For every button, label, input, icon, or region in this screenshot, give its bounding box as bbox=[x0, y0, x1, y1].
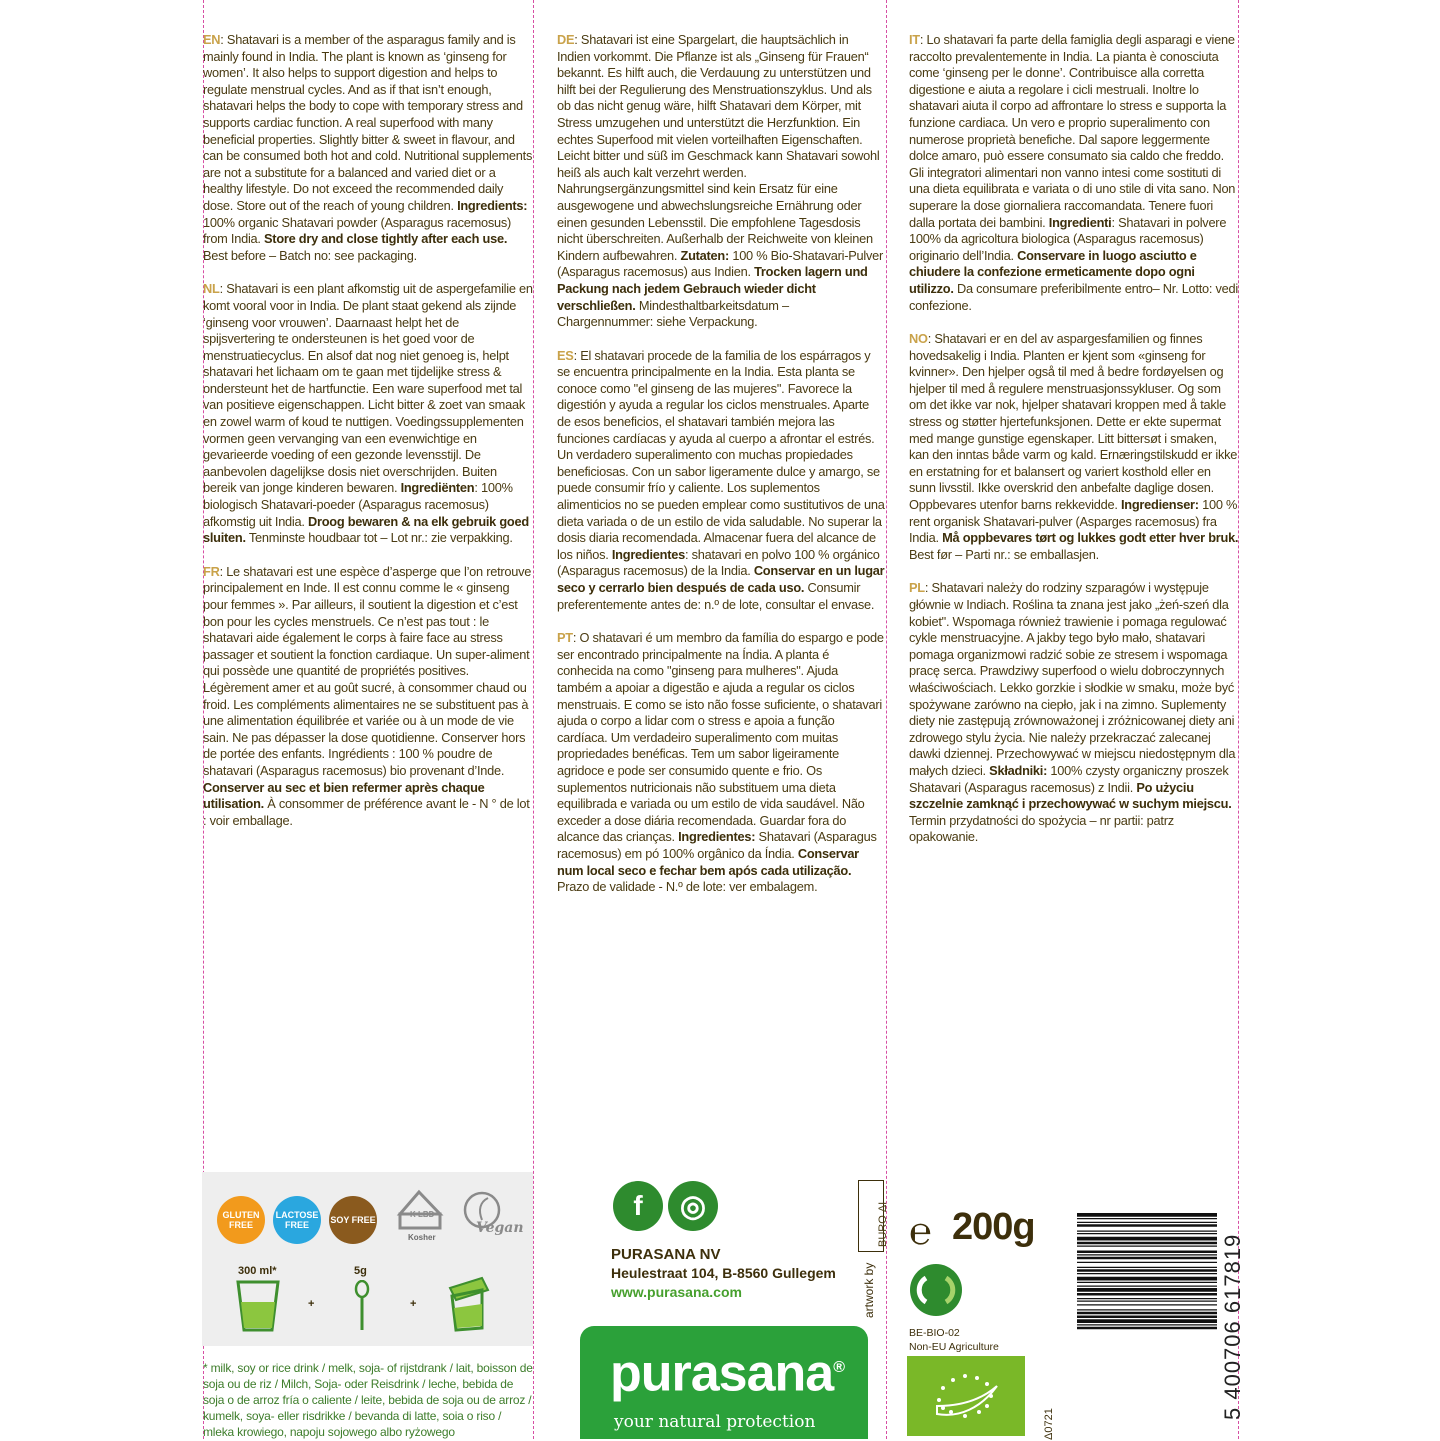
brand-tagline: your natural protection bbox=[614, 1412, 816, 1432]
bold-text: Zutaten: bbox=[680, 247, 730, 263]
liquid-amount: 300 ml* bbox=[238, 1265, 277, 1277]
brand-logo-block bbox=[580, 1326, 868, 1439]
barcode-bar bbox=[1077, 1213, 1217, 1217]
barcode-bar bbox=[1077, 1277, 1217, 1281]
language-code: ES bbox=[557, 347, 574, 363]
body-text: Consumir preferentemente antes de: n.º de lote, consultar el envase. bbox=[557, 580, 875, 612]
barcode-bar bbox=[1077, 1246, 1217, 1247]
body-text: Shatavari is een plant afkomstig uit de aspergefamilie en komt vooral voor in India. De plant staat gekend als zijnde ‘ginseng voor vrouwen’. Daarnaast helpt het de spijsvertering te ondersteunen is het goed voor de menstruatiecyclus. En alsof dat nog niet genoeg is, helpt shatavari het lichaam om te gaan met tijdelijke stress & ondersteunt het de hartfunctie. Een ware superfood met tal van positieve eigenschappen. Licht bitter & zoet van smaak en zowel warm of koud te nuttigen. Voedingssupplementen vormen geen vervanging van een evenwichtige en gevarieerde voeding of een gezonde levensstijl. De aanbevolen dagelijkse dosis niet overschrijden. Buiten bereik van jonge kinderen bewaren. bbox=[203, 281, 533, 496]
language-code: EN bbox=[203, 32, 221, 47]
paragraph-pt: PT: O shatavari é um membro da família do espargo e pode ser encontrado principalmente na Índia. A planta é conhecida na como "ginseng para mulheres". Ajuda também a apoiar a digestão e ajuda a regular os ciclos menstruais. E como se isto não fosse suficiente, o shatavari ajuda o corpo a lidar com o stress e apoia a função cardíaca. Um verdadeiro superalimento com muitas propriedades benéficas. Tem um sabor ligeiramente agridoce e pode ser consumido quente e frio. Os suplementos nutricionais não substituem uma dieta equilibrada e variada ou um estilo de vida saudável. Não exceder a dose diária recomendada. Guardar fora do alcance das crianças. Ingredientes: Shatavari (Asparagus racemosus) em pó 100% orgânico da Índia. Conservar num local seco e fechar bem após cada utilização. Prazo de validade - N.º de lote: ver embalagem. bbox=[557, 630, 884, 895]
text-column-3 bbox=[909, 32, 1239, 863]
body-text: À consommer de préférence avant le - N ° de lot : voir emballage. bbox=[203, 796, 530, 828]
shaker-icon bbox=[436, 1270, 496, 1334]
estimated-sign: ℮ bbox=[909, 1211, 932, 1253]
barcode-bar bbox=[1077, 1301, 1217, 1302]
bold-text: Po użyciu szczelnie zamknąć i przechowywać w suchym miejscu. bbox=[909, 779, 1232, 812]
body-text: Best før – Parti nr.: se emballasjen. bbox=[909, 546, 1099, 562]
bold-text: Må oppbevares tørt og lukkes godt etter hver bruk. bbox=[942, 530, 1239, 546]
paragraph-fr: FR: Le shatavari est une espèce d’asperge que l’on retrouve principalement en Inde. Il est connu comme le « ginseng pour femmes ». Par ailleurs, il soutient la digestion et c’est bon pour les cycles menstruels. Ce n’est pas tout : le shatavari aide également le corps à faire face au stress passager et soutient la fonction cardiaque. Un super-aliment qui possède une quantité de propriétés positives. Légèrement amer et au goût sucré, à consommer chaud ou froid. Les compléments alimentaires ne se substituent pas à une alimentation équilibrée et variée ou à un mode de vie sain. Ne pas dépasser la dose quotidienne. Conserver hors de portée des enfants. Ingrédients : 100 % poudre de shatavari (Asparagus racemosus) bio provenant d’Inde. Conserver au sec et bien refermer après chaque utilisation. À consommer de préférence avant le - N ° de lot : voir emballage. bbox=[203, 563, 532, 828]
language-code: IT bbox=[909, 32, 920, 47]
language-code: PT bbox=[557, 630, 573, 646]
barcode-bar bbox=[1077, 1293, 1217, 1296]
body-text: O shatavari é um membro da família do espargo e pode ser encontrado principalmente na Índia. A planta é conhecida na como "ginseng para mulheres". Ajuda também a apoiar a digestão e ajuda a regular os ciclos menstruais. E como se isto não fosse suficiente, o shatavari ajuda o corpo a lidar com o stress e apoia a função cardíaca. Um verdadeiro superalimento com muitas propriedades benéficas. Tem um sabor ligeiramente agridoce e pode ser consumido quente e frio. Os suplementos nutricionais não substituem uma dieta equilibrada e variada ou um estilo de vida saudável. Não exceder a dose diária recomendada. Guardar fora do alcance das crianças. bbox=[557, 630, 884, 845]
barcode-bar bbox=[1077, 1269, 1217, 1272]
bold-text: Droog bewaren & na elk gebruik goed sluiten. bbox=[203, 513, 529, 546]
body-text: Termin przydatności do spożycia – nr partii: patrz opakowanie. bbox=[909, 812, 1174, 845]
barcode-bar bbox=[1077, 1304, 1217, 1305]
organic-code: BE-BIO-02 bbox=[909, 1327, 960, 1339]
barcode-bar bbox=[1077, 1231, 1217, 1232]
gluten-free-badge: GLUTEN FREE bbox=[217, 1196, 265, 1244]
bold-text: Ingrediënten bbox=[400, 480, 475, 496]
organic-certification bbox=[909, 1326, 999, 1354]
barcode-bar bbox=[1077, 1218, 1217, 1219]
kosher-mark: K LBD bbox=[410, 1210, 435, 1219]
plus-sign: + bbox=[308, 1298, 315, 1310]
text-column-1 bbox=[203, 32, 533, 846]
paragraph-nl: NL: Shatavari is een plant afkomstig uit de aspergefamilie en komt vooral voor in India. De plant staat gekend als zijnde ‘ginseng voor vrouwen’. Daarnaast helpt het de spijsvertering te ondersteunen is het goed voor de menstruatiecyclus. En alsof dat nog niet genoeg is, helpt shatavari het lichaam om te gaan met tijdelijke stress & ondersteunt het de hartfunctie. Een ware superfood met tal van positieve eigenschappen. Licht bitter & zoet van smaak en zowel warm of koud te nuttigen. Voedingssupplementen vormen geen vervanging van een evenwichtige en gevarieerde voeding of een gezonde levensstijl. De aanbevolen dagelijkse dosis niet overschrijden. Buiten bereik van jonge kinderen bewaren. Ingrediënten: 100% biologisch Shatavari-poeder (Asparagus racemosus) afkomstig uit India. Droog bewaren & na elk gebruik goed sluiten. Tenminste houdbaar tot – Lot nr.: zie verpakking. bbox=[203, 281, 533, 546]
text-column-2 bbox=[557, 32, 885, 913]
body-text: Mindesthaltbarkeitsdatum – Chargennummer: siehe Verpackung. bbox=[557, 297, 789, 330]
body-text: Prazo de validade - N.º de lote: ver embalagem. bbox=[557, 879, 818, 895]
paragraph-es: ES: El shatavari procede de la familia de los espárragos y se encuentra principalmente en la India. Esta planta se conoce como "el ginseng de las mujeres". Favorece la digestión y ayuda a regular los ciclos menstruales. Aparte de esos beneficios, el shatavari también mejora las funciones cardíacas y ayuda al cuerpo a afrontar el estrés. Un verdadero superalimento con muchas propiedades beneficiosas. Con un sabor ligeramente dulce y amargo, se puede consumir frío y caliente. Los suplementos alimenticios no se pueden emplear como sustitutivos de una dieta variada o de un estilo de vida saludable. No superar la dosis diaria recomendada. Almacenar fuera del alcance de los niños. Ingredientes: shatavari en polvo 100 % orgánico (Asparagus racemosus) de la India. Conservar en un lugar seco y cerrarlo bien después de cada uso. Consumir preferentemente antes de: n.º de lote, consultar el envase. bbox=[557, 347, 885, 612]
powder-amount: 5g bbox=[354, 1265, 367, 1277]
green-dot-icon bbox=[908, 1262, 964, 1318]
barcode-bar bbox=[1077, 1288, 1217, 1292]
designer-logo bbox=[858, 1180, 889, 1252]
barcode-bar bbox=[1077, 1242, 1217, 1245]
body-text: Shatavari należy do rodziny szparagów i występuje głównie w Indiach. Roślina ta znana jest jako „żeń-szeń dla kobiet". Wspomaga również trawienie i pomaga regulować cykle menstruacyjne. A jakby tego było mało, shatavari pomaga organizmowi radzić sobie ze stresem i wspomaga pracę serca. Prawdziwy superfood o wielu dobroczynnych właściwościach. Lekko gorzkie i słodkie w smaku, może być spożywane zarówno na ciepło, jak i na zimno. Suplementy diety nie zastępują zrównoważonej i zróżnicowanej diety ani zdrowego stylu życia. Nie należy przekraczać zalecanej dawki dziennej. Przechowywać w miejscu niedostępnym dla małych dzieci. bbox=[909, 580, 1236, 778]
paragraph-de: DE: Shatavari ist eine Spargelart, die hauptsächlich in Indien vorkommt. Die Pflanze ist als „Ginseng für Frauen“ bekannt. Es hilft auch, die Verdauung zu unterstützen und hilft bei der Regulierung des Menstruationszyklus. Und als ob das nicht genug wäre, hilft Shatavari dem Körper, mit Stress umzugehen und unterstützt die Herzfunktion. Ein echtes Superfood mit vielen vorteilhaften Eigenschaften. Leicht bitter und süß im Geschmack kann Shatavari sowohl heiß als auch kalt verzehrt werden. Nahrungsergänzungsmittel sind kein Ersatz für eine ausgewogene und abwechslungsreiche Ernährung oder einen gesunden Lebensstil. Die empfohlene Tagesdosis nicht überschreiten. Außerhalb der Reichweite von kleinen Kindern aufbewahren. Zutaten: 100 % Bio-Shatavari-Pulver (Asparagus racemosus) aus Indien. Trocken lagern und Packung nach jedem Gebrauch wieder dicht verschließen. Mindesthaltbarkeitsdatum – Chargennummer: siehe Verpackung. bbox=[557, 32, 884, 330]
language-code: FR bbox=[203, 563, 220, 579]
barcode-icon bbox=[1077, 1213, 1217, 1422]
language-code: PL bbox=[909, 580, 925, 596]
paragraph-en: EN: Shatavari is a member of the asparagus family and is mainly found in India. The plant is known as ‘ginseng for women’. It also helps to support digestion and helps to regulate menstrual cycles. And as if that isn’t enough, shatavari helps the body to cope with temporary stress and supports cardiac function. A real superfood with many beneficial properties. Slightly bitter & sweet in flavour, and can be consumed both hot and cold. Nutritional supplements are not a substitute for a balanced and varied diet or a healthy lifestyle. Do not exceed the recommended daily dose. Store out of the reach of young children. Ingredients: 100% organic Shatavari powder (Asparagus racemosus) from India. Store dry and close tightly after each use. Best before – Batch no: see packaging. bbox=[203, 32, 533, 263]
body-text: Best before – Batch no: see packaging. bbox=[203, 247, 417, 263]
language-code: NL bbox=[203, 281, 220, 297]
eu-leaf-icon bbox=[907, 1356, 1025, 1436]
barcode-bar bbox=[1077, 1327, 1217, 1330]
body-text: Shatavari is a member of the asparagus family and is mainly found in India. The plant is known as ‘ginseng for women’. It also helps to support digestion and helps to regulate menstrual cycles. And as if that isn’t enough, shatavari helps the body to cope with temporary stress and supports cardiac function. A real superfood with many beneficial properties. Slightly bitter & sweet in flavour, and can be consumed both hot and cold. Nutritional supplements are not a substitute for a balanced and varied diet or a healthy lifestyle. Do not exceed the recommended daily dose. Store out of the reach of young children. bbox=[203, 32, 533, 213]
language-code: DE bbox=[557, 32, 575, 47]
body-text: : shatavari en polvo 100 % orgánico (Asparagus racemosus) de la India. bbox=[557, 546, 880, 579]
bold-text: Conservare in luogo asciutto e chiudere la confezione ermeticamente dopo ogni utilizzo. bbox=[909, 247, 1197, 296]
soy-free-badge: SOY FREE bbox=[329, 1196, 377, 1244]
barcode-number: 5 400706 617819 bbox=[1220, 1233, 1245, 1420]
body-text: : 100% biologisch Shatavari-poeder (Asparagus racemosus) afkomstig uit India. bbox=[203, 480, 513, 529]
paragraph-it: IT: Lo shatavari fa parte della famiglia degli asparagi e viene raccolto prevalentemente in India. La pianta è conosciuta come ‘ginseng per le donne’. Contribuisce alla corretta digestione e aiuta a regolare i cicli mestruali. Inoltre lo shatavari aiuta il corpo ad affrontare lo stress e supporta la funzione cardiaca. Un vero e proprio superalimento con numerose proprietà benefiche. Dal sapore leggermente dolce amaro, può essere consumato sia caldo che freddo. Gli integratori alimentari non vanno intesi come sostituti di una dieta equilibrata e variata o di uno stile di vita sano. Non superare la dose giornaliera raccomandata. Tenere fuori dalla portata dei bambini. Ingredienti: Shatavari in polvere 100% da agricoltura biologica (Asparagus racemosus) originario dell’India. Conservare in luogo asciutto e chiudere la confezione ermeticamente dopo ogni utilizzo. Da consumare preferibilmente entro– Nr. Lotto: vedi confezione. bbox=[909, 32, 1238, 313]
eu-organic-leaf-logo bbox=[907, 1356, 1025, 1436]
body-text: 100% organic Shatavari powder (Asparagus racemosus) from India. bbox=[203, 214, 512, 247]
artwork-credit: artwork by bbox=[862, 1262, 876, 1318]
body-text: Lo shatavari fa parte della famiglia degli asparagi e viene raccolto prevalentemente in India. La pianta è conosciuta come ‘ginseng per le donne’. Contribuisce alla corretta digestione e aiuta a regolare i cicli mestruali. Inoltre lo shatavari aiuta il corpo ad affrontare lo stress e supporta la funzione cardiaca. Un vero e proprio superalimento con numerose proprietà benefiche. Dal sapore leggermente dolce amaro, può essere consumato sia caldo che freddo. Gli integratori alimentari non vanno intesi come sostituti di una dieta equilibrata e variata o di uno stile di vita sano. Non superare la dose giornaliera raccomandata. Tenere fuori dalla portata dei bambini. bbox=[909, 32, 1236, 230]
body-text: Le shatavari est une espèce d’asperge que l’on retrouve principalement en Inde. Il est connu comme le « ginseng pour femmes ». Par ailleurs, il soutient la digestion et c’est bon pour les cycles menstruels. Ce n’est pas tout : le shatavari aide également le corps à faire face au stress passager et soutient la fonction cardiaque. Un super-aliment qui possède une quantité de propriétés positives. Légèrement amer et au goût sucré, à consommer chaud ou froid. Les compléments alimentaires ne se substituent pas à une alimentation équilibrée et variée ou à un mode de vie sain. Ne pas dépasser la dose quotidienne. Conserver hors de portée des enfants. Ingrédients : 100 % poudre de shatavari (Asparagus racemosus) bio provenant d’Inde. bbox=[203, 563, 532, 778]
company-info bbox=[611, 1245, 836, 1302]
bold-text: Store dry and close tightly after each use. bbox=[264, 231, 508, 247]
kosher-label: Kosher bbox=[408, 1233, 436, 1242]
barcode-bar bbox=[1077, 1262, 1217, 1263]
language-code: NO bbox=[909, 331, 928, 347]
brand-name: purasana bbox=[610, 1344, 834, 1403]
body-text: Shatavari er en del av aspargesfamilien og finnes hovedsakelig i India. Planten er kjent som «ginseng for kvinner». Den hjelper også til med å bedre fordøyelsen og hjelper til med å regulere menstruasjonssykluser. Og som om det ikke var nok, hjelper shatavari kroppen med å takle stress og støtter hjertefunksjonen. Dette er ekte supermat med mange gunstige egenskaper. Litt bittersøt i smaken, kan den inntas både varm og kald. Ernæringstilskudd er ikke en erstatning for et balansert og variert kosthold eller en sunn livsstil. Ikke overskrid den anbefalte daglige dosen. Oppbevares utenfor barns rekkevidde. bbox=[909, 331, 1238, 513]
bold-text: Conservar en un lugar seco y cerrarlo bien después de cada uso. bbox=[557, 563, 885, 595]
barcode-bar bbox=[1077, 1298, 1217, 1299]
barcode-bar bbox=[1077, 1267, 1217, 1268]
body-text: Da consumare preferibilmente entro– Nr. Lotto: vedi confezione. bbox=[909, 280, 1238, 313]
body-text: : Shatavari in polvere 100% da agricoltura biologica (Asparagus racemosus) originario dell’India. bbox=[909, 214, 1227, 263]
bold-text: Składniki: bbox=[989, 762, 1048, 778]
barcode-bar bbox=[1077, 1324, 1217, 1325]
plus-sign: + bbox=[410, 1298, 417, 1310]
net-weight: 200g bbox=[952, 1206, 1035, 1248]
barcode-bar bbox=[1077, 1257, 1217, 1260]
company-website-link[interactable]: www.purasana.com bbox=[611, 1284, 742, 1300]
barcode-bar bbox=[1077, 1309, 1217, 1310]
bold-text: Trocken lagern und Packung nach jedem Gebrauch wieder dicht verschließen. bbox=[557, 264, 868, 313]
bold-text: Conserver au sec et bien refermer après chaque utilisation. bbox=[203, 779, 485, 812]
bold-text: Ingredientes bbox=[611, 546, 685, 562]
barcode-bar bbox=[1077, 1254, 1217, 1255]
barcode-bar bbox=[1077, 1282, 1217, 1283]
company-name: PURASANA NV bbox=[611, 1246, 721, 1263]
spoon-icon bbox=[354, 1280, 370, 1332]
barcode-bar bbox=[1077, 1312, 1217, 1315]
registered-mark: ® bbox=[833, 1359, 845, 1376]
glass-icon bbox=[234, 1280, 282, 1332]
lactose-free-badge: LACTOSE FREE bbox=[273, 1196, 321, 1244]
vegan-label: Vegan bbox=[476, 1220, 524, 1236]
barcode-bar bbox=[1077, 1251, 1217, 1254]
body-text: El shatavari procede de la familia de los espárragos y se encuentra principalmente en la India. Esta planta se conoce como "el ginseng de las mujeres". Favorece la digestión y ayuda a regular los ciclos menstruales. Aparte de esos beneficios, el shatavari también mejora las funciones cardíacas y ayuda al cuerpo a afrontar el estrés. Un verdadero superalimento con muchas propiedades beneficiosas. Con un sabor ligeramente dulce y amargo, se puede consumir frío y caliente. Los suplementos alimenticios no se pueden emplear como sustitutivos de una dieta variada o de un estilo de vida saludable. No superar la dosis diaria recomendada. Almacenar fuera del alcance de los niños. bbox=[557, 347, 885, 562]
brand-logo bbox=[610, 1340, 844, 1401]
barcode-bar bbox=[1077, 1316, 1217, 1319]
body-text: 100% czysty organiczny proszek Shatavari (Asparagus racemosus) z Indii. bbox=[909, 762, 1229, 795]
barcode-bar bbox=[1077, 1222, 1217, 1223]
instagram-icon[interactable]: ◎ bbox=[668, 1181, 718, 1231]
agriculture-origin: Non-EU Agriculture bbox=[909, 1341, 999, 1353]
version-code: Δ0721 bbox=[1043, 1408, 1055, 1440]
bold-text: Ingredienser: bbox=[1120, 497, 1199, 513]
bold-text: Ingredienti bbox=[1048, 214, 1112, 230]
paragraph-pl: PL: Shatavari należy do rodziny szparagów i występuje głównie w Indiach. Roślina ta znana jest jako „żeń-szeń dla kobiet". Wspomaga również trawienie i pomaga regulować cykle menstruacyjne. A jakby tego było mało, shatavari pomaga organizmowi radzić sobie ze stresem i wspomaga pracę serca. Prawdziwy superfood o wielu dobroczynnych właściwościach. Lekko gorzkie i słodkie w smaku, może być spożywane zarówno na ciepło, jak i na zimno. Suplementy diety nie zastępują zrównoważonej i zróżnicowanej diety ani zdrowego stylu życia. Nie należy przekraczać zalecanej dawki dziennej. Przechowywać w miejscu niedostępnym dla małych dzieci. Składniki: 100% czysty organiczny proszek Shatavari (Asparagus racemosus) z Indii. Po użyciu szczelnie zamknąć i przechowywać w suchym miejscu. Termin przydatności do spożycia – nr partii: patrz opakowanie. bbox=[909, 580, 1236, 845]
barcode-bar bbox=[1077, 1224, 1217, 1227]
body-text: 100 % Bio-Shatavari-Pulver (Asparagus racemosus) aus Indien. bbox=[557, 247, 884, 280]
bold-text: Ingredients: bbox=[457, 197, 528, 213]
bold-text: Conservar num local seco e fechar bem após cada utilização. bbox=[557, 845, 859, 878]
barcode-bar bbox=[1077, 1233, 1217, 1234]
barcode-bar bbox=[1077, 1286, 1217, 1287]
barcode-bar bbox=[1077, 1273, 1217, 1274]
footnote: * milk, soy or rice drink / melk, soja- of rijstdrank / lait, boisson de soja ou de riz / Milch, Soja- oder Reisdrink / leche, bebida de soja o de arroz fría o caliente / leite, bebida de soja ou de arroz / kumelk, soya- eller risdrikke / bevanda di latte, soia o riso / mleka krowiego, napoju sojowego albo ryżowego bbox=[203, 1361, 533, 1439]
body-text: 100 % rent organisk Shatavari-pulver (Asparges racemosus) fra India. bbox=[909, 497, 1238, 546]
paragraph-no: NO: Shatavari er en del av aspargesfamilien og finnes hovedsakelig i India. Planten er kjent som «ginseng for kvinner». Den hjelper også til med å bedre fordøyelsen og hjelper til med å regulere menstruasjonssykluser. Og som om det ikke var nok, hjelper shatavari kroppen med å takle stress og støtter hjertefunksjonen. Dette er ekte supermat med mange gunstige egenskaper. Litt bittersøt i smaken, kan den inntas både varm og kald. Ernæringstilskudd er ikke en erstatning for et balansert og variert kosthold eller en sunn livsstil. Ikke overskrid den anbefalte daglige dosen. Oppbevares utenfor barns rekkevidde. Ingredienser: 100 % rent organisk Shatavari-pulver (Asparges racemosus) fra India. Må oppbevares tørt og lukkes godt etter hver bruk. Best før – Parti nr.: se emballasjen. bbox=[909, 331, 1239, 562]
bold-text: Ingredientes: bbox=[678, 829, 756, 845]
facebook-icon[interactable]: f bbox=[613, 1181, 663, 1231]
barcode-bar bbox=[1077, 1237, 1217, 1241]
body-text: Tenminste houdbaar tot – Lot nr.: zie verpakking. bbox=[245, 530, 513, 546]
guide-line bbox=[533, 0, 534, 1439]
body-text: Shatavari (Asparagus racemosus) em pó 100% orgânico da Índia. bbox=[557, 829, 877, 861]
barcode-bar bbox=[1077, 1319, 1217, 1323]
company-address: Heulestraat 104, B-8560 Gullegem bbox=[611, 1265, 836, 1281]
body-text: Shatavari ist eine Spargelart, die hauptsächlich in Indien vorkommt. Die Pflanze ist als „Ginseng für Frauen“ bekannt. Es hilft auch, die Verdauung zu unterstützen und hilft bei der Regulierung des Menstruationszyklus. Und als ob das nicht genug wäre, hilft Shatavari dem Körper, mit Stress umzugehen und unterstützt die Herzfunktion. Ein echtes Superfood mit vielen vorteilhaften Eigenschaften. Leicht bitter und süß im Geschmack kann Shatavari sowohl heiß als auch kalt verzehrt werden. Nahrungsergänzungsmittel sind kein Ersatz für eine ausgewogene und abwechslungsreiche Ernährung oder einen gesunden Lebensstil. Die empfohlene Tagesdosis nicht überschreiten. Außerhalb der Reichweite von kleinen Kindern aufbewahren. bbox=[557, 32, 880, 263]
designer-name: BURO ΔI bbox=[877, 1201, 889, 1247]
